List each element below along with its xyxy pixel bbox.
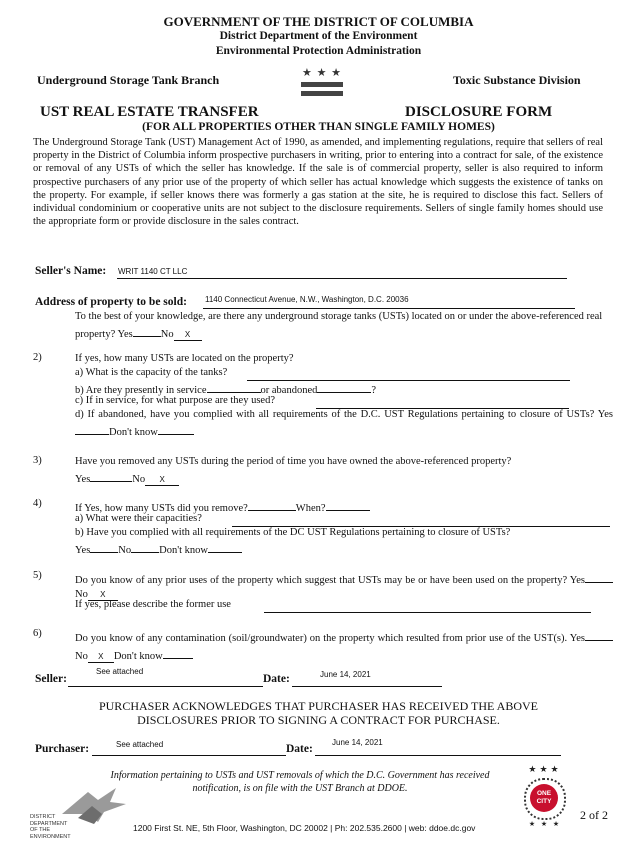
purchaser-date-label: Date: xyxy=(286,743,313,755)
header-administration: Environmental Protection Administration xyxy=(215,45,422,57)
question-5: Do you know of any prior uses of the property which suggest that USTs may be or have been used on the property? YesNo X xyxy=(75,570,613,602)
q3-yes-field[interactable] xyxy=(90,469,132,482)
question-2: If yes, how many USTs are located on the property? xyxy=(75,353,294,364)
q5-no-field[interactable]: X xyxy=(88,588,118,601)
q4-dk-field[interactable] xyxy=(208,540,242,553)
flag-stars-icon: ★ ★ ★ xyxy=(301,67,343,79)
seller-date-label: Date: xyxy=(263,673,290,685)
q1-yes-field[interactable] xyxy=(133,324,161,337)
seller-date-value: June 14, 2021 xyxy=(320,670,371,679)
seller-name-label: Seller's Name: xyxy=(35,265,107,277)
q4-when-field[interactable] xyxy=(326,498,370,511)
form-title-left: UST REAL ESTATE TRANSFER xyxy=(40,104,259,120)
address-label: Address of property to be sold: xyxy=(35,296,187,308)
q4-answers: Yes No Don't know xyxy=(75,540,242,558)
q2-d-dk-field[interactable] xyxy=(158,422,194,435)
q4-a: a) What were their capacities? xyxy=(75,513,202,524)
branch-right: Toxic Substance Division xyxy=(453,73,581,87)
branch-left: Underground Storage Tank Branch xyxy=(37,73,220,87)
one-city-stars-icon: ★★★ xyxy=(528,764,562,774)
q6-yes-field[interactable] xyxy=(585,628,613,641)
q6-no-field[interactable]: X xyxy=(88,650,114,663)
q5-describe-field[interactable] xyxy=(264,598,591,613)
q2-d: d) If abandoned, have you complied with all requirements of the D.C. UST Regulations pertaining to closure of USTs? YesDon't know xyxy=(75,409,613,438)
q2-number: 2) xyxy=(33,352,42,363)
q1-no-field[interactable]: X xyxy=(174,328,202,341)
seller-sig-value: See attached xyxy=(96,667,144,676)
q4-count-field[interactable] xyxy=(248,498,296,511)
q5-describe: If yes, please describe the former use xyxy=(75,599,231,610)
footer-info-1: Information pertaining to USTs and UST removals of which the D.C. Government has received xyxy=(110,770,490,781)
form-subtitle: (FOR ALL PROPERTIES OTHER THAN SINGLE FAMILY HOMES) xyxy=(142,121,495,133)
q3-number: 3) xyxy=(33,455,42,466)
one-city-text: ONE CITY xyxy=(536,790,552,805)
q2-b: b) Are they presently in service or abandoned ? xyxy=(75,380,376,398)
question-4: If Yes, how many USTs did you remove? When? xyxy=(75,498,370,516)
form-title-right: DISCLOSURE FORM xyxy=(405,104,553,120)
q4-a-field[interactable] xyxy=(232,512,610,527)
header-government: GOVERNMENT OF THE DISTRICT OF COLUMBIA xyxy=(163,14,474,29)
question-6: Do you know of any contamination (soil/groundwater) on the property which resulted from prior use of the UST(s). YesNo X Don't know xyxy=(75,628,613,664)
question-1: To the best of your knowledge, are there any underground storage tanks (USTs) located on or under the above-referenced real property? Yes No X xyxy=(75,311,603,340)
question-3: Have you removed any USTs during the period of time you have owned the above-referenced property? xyxy=(75,456,512,467)
seller-sig-label: Seller: xyxy=(35,673,67,685)
seller-name-value: WRIT 1140 CT LLC xyxy=(118,267,188,276)
ack-line-1: PURCHASER ACKNOWLEDGES THAT PURCHASER HAS RECEIVED THE ABOVE xyxy=(98,699,539,713)
ack-line-2: DISCLOSURES PRIOR TO SIGNING A CONTRACT FOR PURCHASE. xyxy=(137,713,500,727)
footer-info-2: notification, is on file with the UST Branch at DDOE. xyxy=(192,783,408,794)
q2-d-yes-field[interactable] xyxy=(75,422,109,435)
q2-c: c) If in service, for what purpose are they used? xyxy=(75,395,275,406)
header-department: District Department of the Environment xyxy=(219,30,418,42)
q2-in-service-field[interactable] xyxy=(207,380,261,393)
ddoe-logo-text: DISTRICT DEPARTMENT OF THE ENVIRONMENT xyxy=(30,814,71,840)
q6-dk-field[interactable] xyxy=(163,646,193,659)
q3-no-field[interactable]: X xyxy=(145,473,179,486)
footer-address: 1200 First St. NE, 5th Floor, Washington, DC 20002 | Ph: 202.535.2600 | web: ddoe.dc.gov xyxy=(133,823,476,833)
ddoe-logo xyxy=(30,784,130,854)
q4-no-field[interactable] xyxy=(131,540,159,553)
q2-a: a) What is the capacity of the tanks? xyxy=(75,367,228,378)
q2-abandoned-field[interactable] xyxy=(317,380,371,393)
one-city-logo: ★★★ ONE CITY ★ ★ ★ xyxy=(512,764,578,834)
q3-answers: Yes No X xyxy=(75,469,179,487)
page-number: 2 of 2 xyxy=(580,808,608,822)
intro-paragraph: The Underground Storage Tank (UST) Management Act of 1990, as amended, and implementing regulations, require that sellers of real property in the District of Columbia inform prospective purchasers in writing, prior to entering into a contract for sale, of the existence or removal of any USTs of which the seller has knowledge. If the sale is of commercial property, seller is also required to inform prospective purchasers of any prior use of the property of which seller has actual knowledge which suggests the existence of tanks on the property. For example, if seller knows there was formerly a gas station at the site, he is required to disclose this fact. Sellers of individual condominium or cooperative units are not subject to the disclosure requirements. Sellers of single family homes should use the appropriate form or provide disclosure in the sales contract. xyxy=(33,137,603,228)
purchaser-sig-value: See attached xyxy=(116,740,164,749)
dc-flag-logo xyxy=(298,66,346,102)
q4-number: 4) xyxy=(33,498,42,509)
q6-number: 6) xyxy=(33,628,42,639)
q5-yes-field[interactable] xyxy=(585,570,613,583)
purchaser-sig-label: Purchaser: xyxy=(35,743,90,755)
q5-number: 5) xyxy=(33,570,42,581)
address-value: 1140 Connecticut Avenue, N.W., Washington, D.C. 20036 xyxy=(205,295,409,304)
q4-yes-field[interactable] xyxy=(90,540,118,553)
q2-a-field[interactable] xyxy=(247,366,570,381)
q4-b: b) Have you complied with all requirements of the DC UST Regulations pertaining to closure of USTs? xyxy=(75,527,511,538)
purchaser-date-value: June 14, 2021 xyxy=(332,738,383,747)
q2-c-field[interactable] xyxy=(316,394,569,409)
